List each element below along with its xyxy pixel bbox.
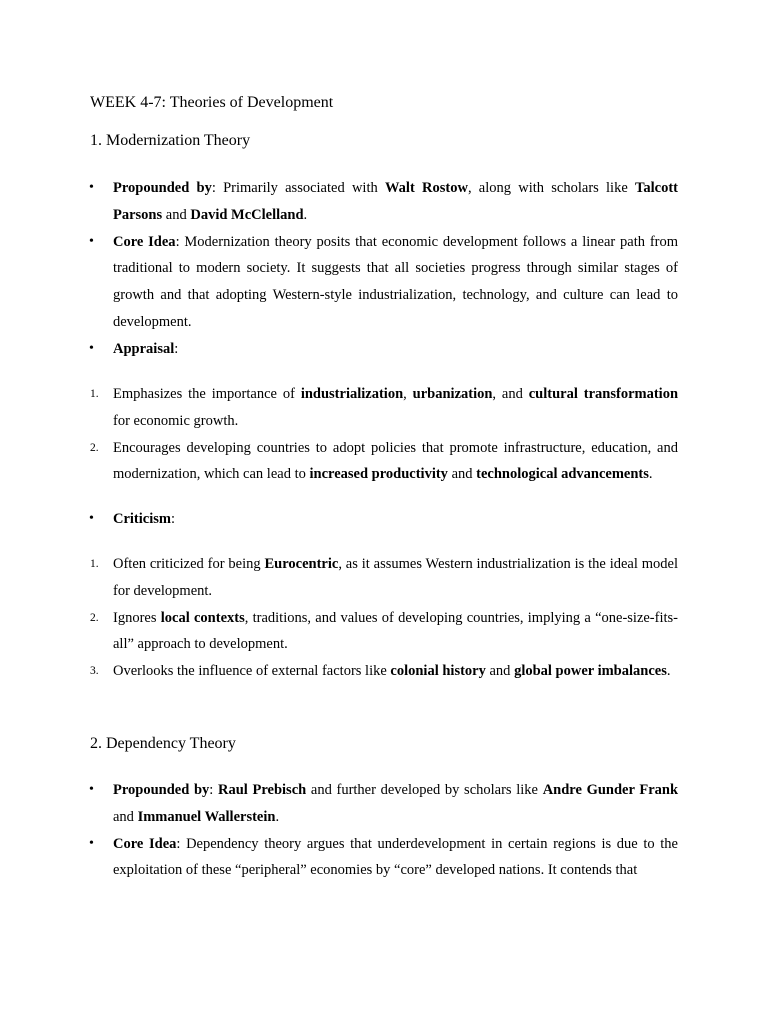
text-span: : — [170, 511, 176, 527]
text-span: Overlooks the influence of external factors like — [113, 663, 391, 680]
text-span: , and — [492, 386, 529, 402]
text-span: for economic growth. — [113, 412, 239, 429]
criticism-numbered-list — [90, 551, 678, 685]
term-local-contexts: local contexts — [160, 609, 245, 626]
core-idea-label: Core Idea — [113, 835, 177, 852]
name-walt-rostow: Walt Rostow — [384, 180, 468, 196]
text-span: and — [485, 663, 515, 680]
list-number: 3. — [90, 665, 99, 678]
list-item-propounded-by — [90, 175, 678, 229]
name-raul-prebisch: Raul Prebisch — [218, 782, 307, 798]
propounded-by-label: Propounded by — [113, 180, 212, 196]
section-heading-modernization: 1. Modernization Theory — [90, 132, 251, 149]
list-item-dependency-core-idea — [90, 831, 678, 885]
propounded-by-label: Propounded by — [113, 782, 210, 798]
term-increased-productivity: increased productivity — [309, 466, 448, 483]
text-span: Ignores — [113, 609, 161, 626]
term-colonial-history: colonial history — [390, 663, 486, 680]
list-item-appraisal — [90, 336, 678, 363]
list-item-core-idea — [90, 229, 678, 336]
bullet-marker: • — [89, 782, 94, 797]
text-span: Often criticized for being — [113, 556, 265, 572]
appraisal-numbered-list — [90, 381, 678, 488]
bullet-marker: • — [89, 511, 94, 526]
criticism-item-1 — [90, 551, 678, 605]
term-industrialization: industrialization — [300, 386, 404, 402]
list-item-dependency-propounded-by — [90, 777, 678, 831]
text-span: , — [403, 386, 413, 402]
name-talcott-parsons: Talcott Parsons — [113, 180, 678, 223]
text-span: : — [174, 340, 179, 357]
term-cultural-transformation: cultural transformation — [528, 386, 679, 402]
text-span: . — [666, 663, 671, 680]
text-span: . — [275, 808, 280, 825]
text-span: and — [447, 466, 477, 483]
text-span: : Primarily associated with — [211, 180, 385, 196]
text-span: Emphasizes the importance of — [113, 386, 301, 402]
appraisal-item-2 — [90, 435, 678, 489]
document-title: WEEK 4-7: Theories of Development — [90, 94, 334, 111]
criticism-label: Criticism — [113, 511, 171, 527]
term-global-power-imbalances: global power imbalances — [514, 663, 667, 680]
term-eurocentric: Eurocentric — [264, 556, 339, 572]
bullet-marker: • — [89, 835, 94, 851]
list-number: 2. — [90, 611, 99, 624]
list-number: 1. — [90, 558, 99, 570]
text-span: . — [303, 206, 308, 223]
term-technological-advancements: technological advancements — [476, 466, 649, 483]
text-span: . — [648, 466, 653, 483]
term-urbanization: urbanization — [412, 386, 493, 402]
text-span: Encourages developing countries to adopt policies that promote infrastructure, education, and modernization, which can lead to — [113, 439, 678, 483]
text-span: and further developed by scholars like — [306, 782, 543, 798]
list-number: 2. — [90, 441, 99, 454]
criticism-bullet-list — [90, 506, 678, 533]
bullet-marker: • — [89, 180, 94, 195]
core-idea-label: Core Idea — [113, 233, 176, 250]
text-span: , along with scholars like — [467, 180, 636, 196]
text-span: , traditions, and values of developing countries, implying a “one-size-fits-all” approach to development. — [113, 609, 678, 653]
name-david-mcclelland: David McClelland — [190, 206, 304, 223]
text-span: and — [113, 808, 138, 825]
criticism-item-2 — [90, 605, 678, 659]
appraisal-item-1 — [90, 381, 678, 435]
appraisal-label: Appraisal — [113, 340, 175, 357]
list-number: 1. — [90, 388, 99, 400]
name-andre-gunder-frank: Andre Gunder Frank — [542, 782, 679, 798]
core-idea-text: : Modernization theory posits that economic development follows a linear path from traditional to modern society. It suggests that all societies progress through similar stages of growth and that adopting Western-style industrialization, technology, and culture can lead to development. — [113, 233, 679, 330]
criticism-item-3 — [90, 658, 678, 685]
text-span: and — [162, 206, 191, 223]
section-heading-dependency: 2. Dependency Theory — [90, 735, 236, 752]
list-item-criticism — [90, 506, 678, 533]
core-idea-text: : Dependency theory argues that underdevelopment in certain regions is due to the exploitation of these “peripheral” economies by “core” developed nations. It contends that — [113, 835, 678, 879]
text-span: : — [209, 782, 218, 798]
name-immanuel-wallerstein: Immanuel Wallerstein — [137, 808, 276, 825]
bullet-marker: • — [89, 233, 94, 249]
text-span: , as it assumes Western industrialization is the ideal model for development. — [113, 556, 678, 599]
modernization-bullet-list — [90, 175, 678, 363]
dependency-bullet-list — [90, 777, 678, 884]
bullet-marker: • — [89, 340, 94, 356]
